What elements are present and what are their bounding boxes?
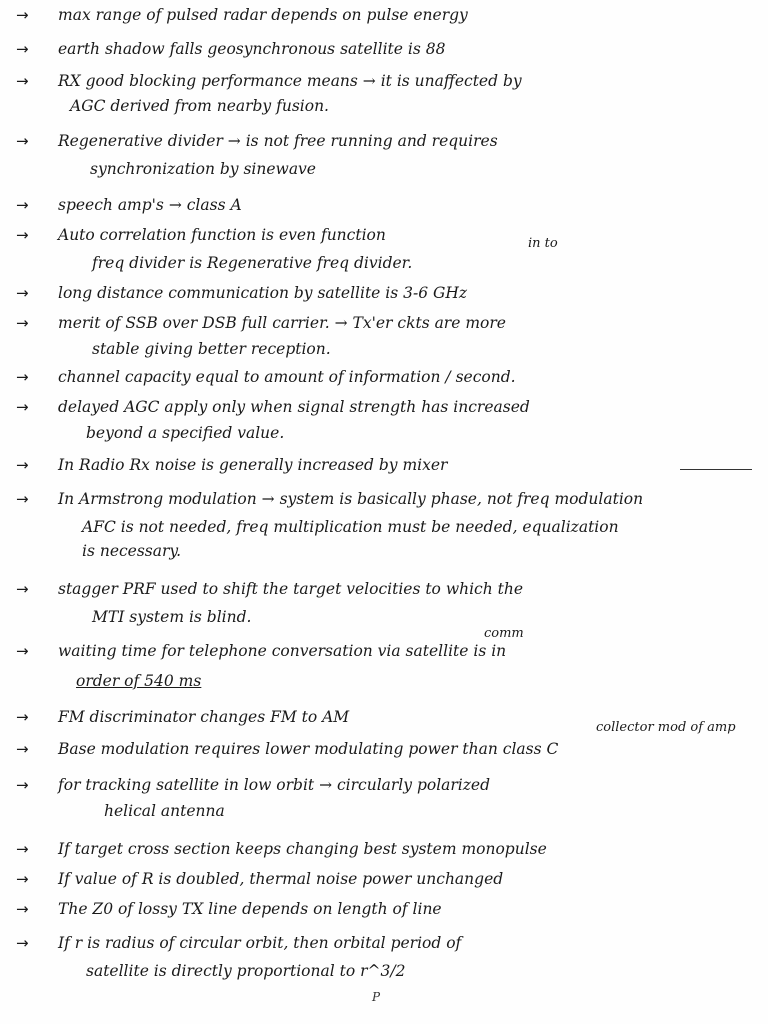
arrow-icon: → — [16, 708, 29, 726]
arrow-icon: → — [16, 132, 29, 150]
note-text: max range of pulsed radar depends on pulse energy — [58, 6, 468, 24]
arrow-icon: → — [16, 580, 29, 598]
note-text: waiting time for telephone conversation via satellite is in — [58, 642, 507, 660]
arrow-icon: → — [16, 456, 29, 474]
note-line — [16, 456, 756, 475]
arrow-icon: → — [16, 368, 29, 386]
arrow-icon: → — [16, 740, 29, 758]
note-text: Base modulation requires lower modulating power than class C — [58, 740, 559, 758]
note-continuation: stable giving better reception. — [92, 340, 331, 358]
note-line — [16, 40, 756, 59]
note-text: long distance communication by satellite is 3-6 GHz — [58, 284, 468, 302]
margin-note: collector mod of amp — [596, 720, 736, 735]
note-text: earth shadow falls geosynchronous satellite is 88 — [58, 40, 446, 58]
note-text: stagger PRF used to shift the target velocities to which the — [58, 580, 523, 598]
note-line — [16, 740, 756, 759]
note-text: for tracking satellite in low orbit → circularly polarized — [58, 776, 491, 794]
note-continuation: is necessary. — [82, 542, 182, 560]
note-line — [16, 132, 756, 151]
note-continuation: AFC is not needed, freq multiplication must be needed, equalization — [82, 518, 619, 536]
note-line — [16, 72, 756, 91]
margin-note: comm — [484, 626, 524, 641]
note-text: Auto correlation function is even function — [58, 226, 386, 244]
footer-scribble: P — [372, 990, 381, 1004]
note-line — [16, 580, 756, 599]
arrow-icon: → — [16, 776, 29, 794]
arrow-icon: → — [16, 934, 29, 952]
note-text: If r is radius of circular orbit, then orbital period of — [58, 934, 462, 952]
note-text: The Z0 of lossy TX line depends on length of line — [58, 900, 442, 918]
arrow-icon: → — [16, 870, 29, 888]
note-line — [16, 870, 756, 889]
note-line — [16, 196, 756, 215]
note-text: In Armstrong modulation → system is basically phase, not freq modulation — [58, 490, 644, 508]
note-text: channel capacity equal to amount of information / second. — [58, 368, 516, 386]
note-text: speech amp's → class A — [58, 196, 242, 214]
note-line — [16, 398, 756, 417]
note-continuation: beyond a specified value. — [86, 424, 285, 442]
arrow-icon: → — [16, 900, 29, 918]
note-text: If value of R is doubled, thermal noise power unchanged — [58, 870, 504, 888]
note-continuation: synchronization by sinewave — [90, 160, 316, 178]
note-line — [16, 368, 756, 387]
note-line — [16, 284, 756, 303]
arrow-icon: → — [16, 314, 29, 332]
note-line — [16, 490, 756, 509]
note-line — [16, 226, 756, 245]
arrow-icon: → — [16, 840, 29, 858]
note-continuation: helical antenna — [104, 802, 225, 820]
note-continuation: satellite is directly proportional to r^3/2 — [86, 962, 406, 980]
note-text: merit of SSB over DSB full carrier. → Tx'er ckts are more — [58, 314, 506, 332]
note-line — [16, 314, 756, 333]
arrow-icon: → — [16, 284, 29, 302]
note-continuation: AGC derived from nearby fusion. — [70, 97, 329, 115]
arrow-icon: → — [16, 72, 29, 90]
note-line — [16, 776, 756, 795]
note-line — [16, 934, 756, 953]
arrow-icon: → — [16, 642, 29, 660]
note-line — [16, 840, 756, 859]
note-line — [16, 6, 756, 25]
arrow-icon: → — [16, 40, 29, 58]
note-continuation: order of 540 ms — [76, 672, 202, 690]
divider — [680, 469, 752, 470]
note-continuation: MTI system is blind. — [92, 608, 252, 626]
note-text: In Radio Rx noise is generally increased by mixer — [58, 456, 448, 474]
note-text: RX good blocking performance means → it is unaffected by — [58, 72, 522, 90]
arrow-icon: → — [16, 490, 29, 508]
note-text: delayed AGC apply only when signal strength has increased — [58, 398, 530, 416]
note-continuation: freq divider is Regenerative freq divider. — [92, 254, 413, 272]
note-text: If target cross section keeps changing best system monopulse — [58, 840, 547, 858]
margin-note: in to — [528, 236, 558, 251]
note-text: Regenerative divider → is not free running and requires — [58, 132, 498, 150]
arrow-icon: → — [16, 196, 29, 214]
note-line — [16, 900, 756, 919]
arrow-icon: → — [16, 6, 29, 24]
arrow-icon: → — [16, 398, 29, 416]
note-text: FM discriminator changes FM to AM — [58, 708, 350, 726]
note-line — [16, 642, 756, 661]
arrow-icon: → — [16, 226, 29, 244]
